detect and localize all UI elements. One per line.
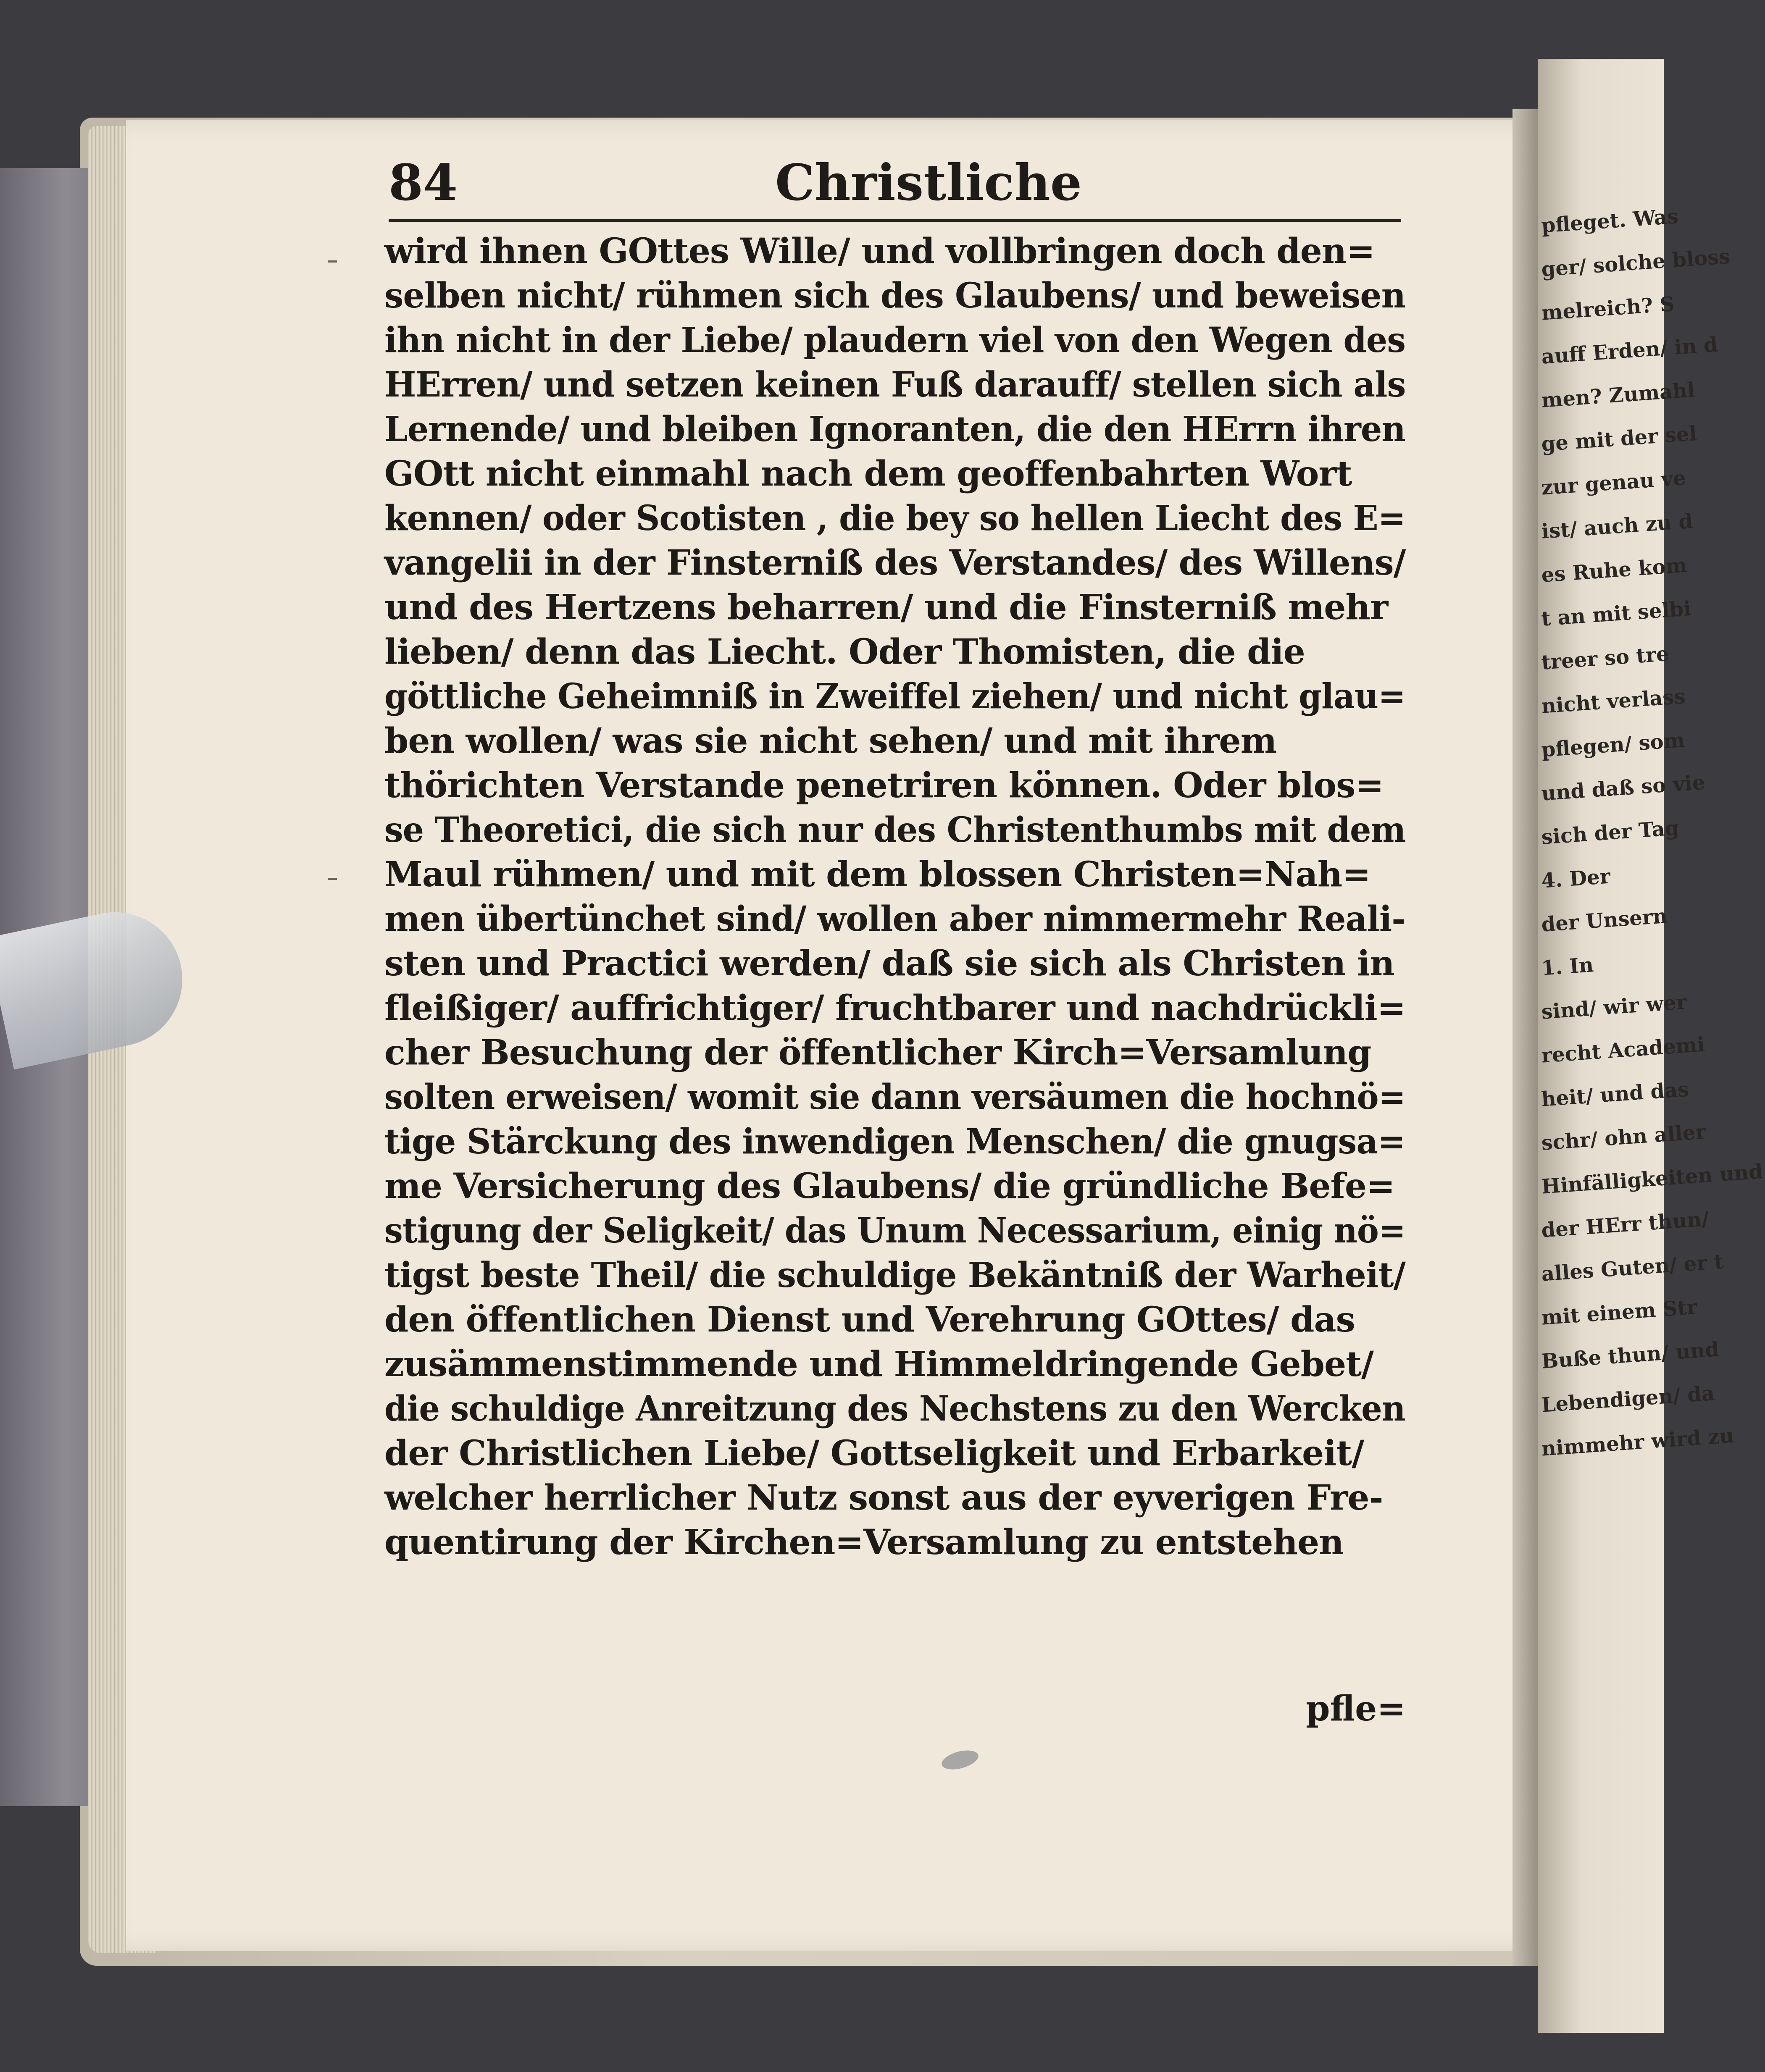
facing-page-line: recht Academi bbox=[1540, 1032, 1706, 1068]
page-number: 84 bbox=[389, 153, 458, 212]
text-line: sten und Practici werden/ daß sie sich als Christen in bbox=[384, 943, 1394, 984]
text-line: selben nicht/ rühmen sich des Glaubens/ und beweisen bbox=[384, 276, 1406, 316]
facing-page-line: auff Erden/ in d bbox=[1540, 333, 1719, 369]
text-line: zusämmenstimmende und Himmeldringende Gebet/ bbox=[384, 1344, 1373, 1384]
text-line: wird ihnen GOttes Wille/ und vollbringen doch den= bbox=[384, 231, 1375, 271]
text-line: vangelii in der Finsterniß des Verstandes/ des Willens/ bbox=[384, 543, 1406, 583]
facing-page-line: schr/ ohn aller bbox=[1540, 1120, 1707, 1155]
text-line: me Versicherung des Glaubens/ die gründliche Befe= bbox=[384, 1166, 1395, 1206]
facing-page-line: es Ruhe kom bbox=[1540, 553, 1688, 587]
text-line: lieben/ denn das Liecht. Oder Thomisten, die die bbox=[384, 632, 1305, 672]
text-line: kennen/ oder Scotisten , die bey so hellen Liecht des E= bbox=[384, 498, 1405, 538]
facing-page-line: melreich? S bbox=[1540, 292, 1676, 325]
facing-page-line: der HErr thun/ bbox=[1540, 1207, 1710, 1242]
facing-page-line: sind/ wir wer bbox=[1540, 990, 1688, 1024]
margin-mark bbox=[328, 878, 337, 880]
text-line: und des Hertzens beharren/ und die Finsterniß mehr bbox=[384, 587, 1388, 628]
text-line: cher Besuchung der öffentlicher Kirch=Versamlung bbox=[384, 1032, 1371, 1073]
facing-page-line: ger/ solche bloss bbox=[1540, 244, 1731, 281]
text-line: fleißiger/ auffrichtiger/ fruchtbarer und nachdrückli= bbox=[384, 988, 1406, 1028]
facing-page-line: ge mit der sel bbox=[1540, 422, 1698, 456]
text-line: tige Stärckung des inwendigen Menschen/ die gnugsa= bbox=[384, 1121, 1405, 1162]
text-line: HErren/ und setzen keinen Fuß darauff/ stellen sich als bbox=[384, 365, 1406, 405]
facing-page bbox=[1538, 59, 1764, 2033]
facing-page-line: mit einem Str bbox=[1540, 1295, 1698, 1330]
text-line: ben wollen/ was sie nicht sehen/ und mit ihrem bbox=[384, 721, 1277, 761]
text-line: stigung der Seligkeit/ das Unum Necessarium, einig nö= bbox=[384, 1211, 1406, 1251]
text-line: men übertünchet sind/ wollen aber nimmermehr Reali- bbox=[384, 899, 1405, 939]
text-line: ihn nicht in der Liebe/ plaudern viel von den Wegen des bbox=[384, 320, 1406, 360]
header-rule bbox=[389, 219, 1401, 222]
facing-page-line: Buße thun/ und bbox=[1540, 1337, 1720, 1373]
facing-page-line: heit/ und das bbox=[1540, 1077, 1690, 1111]
text-line: quentirung der Kirchen=Versamlung zu entstehen bbox=[384, 1522, 1344, 1563]
facing-page-line: alles Guten/ er t bbox=[1540, 1250, 1724, 1286]
facing-page-line: nicht verlass bbox=[1540, 684, 1686, 718]
facing-page-line: sich der Tag bbox=[1540, 816, 1680, 849]
facing-page-line: t an mit selbi bbox=[1540, 596, 1692, 631]
text-line: welcher herrlicher Nutz sonst aus der eyverigen Fre- bbox=[384, 1478, 1383, 1518]
facing-page-line: ist/ auch zu d bbox=[1540, 509, 1694, 544]
text-line: göttliche Geheimniß in Zweiffel ziehen/ und nicht glau= bbox=[384, 676, 1405, 717]
facing-page-line: treer so tre bbox=[1540, 642, 1670, 675]
text-line: den öffentlichen Dienst und Verehrung GOttes/ das bbox=[384, 1300, 1355, 1340]
page-header bbox=[389, 149, 1403, 221]
facing-page-line: und daß so vie bbox=[1540, 770, 1706, 806]
text-line: Maul rühmen/ und mit dem blossen Christen=Nah= bbox=[384, 854, 1371, 895]
text-line: se Theoretici, die sich nur des Christenthumbs mit dem bbox=[384, 810, 1406, 850]
facing-page-line: 4. Der bbox=[1540, 864, 1611, 893]
facing-page-line: 1. In bbox=[1540, 953, 1594, 980]
text-line: solten erweisen/ womit sie dann versäumen die hochnö= bbox=[384, 1077, 1405, 1117]
catchword: pfle= bbox=[1306, 1689, 1406, 1729]
text-line: der Christlichen Liebe/ Gottseligkeit und Erbarkeit/ bbox=[384, 1433, 1364, 1473]
facing-page-line: nimmehr wird zu bbox=[1540, 1423, 1735, 1461]
text-line: die schuldige Anreitzung des Nechstens zu den Wercken bbox=[384, 1389, 1405, 1429]
margin-mark bbox=[328, 260, 337, 263]
facing-page-line: zur genau ve bbox=[1540, 466, 1687, 500]
facing-page-line: Hinfälligkeiten und bbox=[1540, 1160, 1764, 1199]
running-head: Christliche bbox=[775, 153, 1082, 212]
facing-page-line: pflegen/ som bbox=[1540, 728, 1686, 762]
facing-page-line: pfleget. Was bbox=[1540, 205, 1679, 238]
text-line: Lernende/ und bleiben Ignoranten, die den HErrn ihren bbox=[384, 409, 1405, 449]
text-line: GOtt nicht einmahl nach dem geoffenbahrten Wort bbox=[384, 454, 1352, 494]
facing-page-line: Lebendigen/ da bbox=[1540, 1381, 1715, 1417]
body-text bbox=[384, 229, 1405, 1565]
facing-page-line: der Unsern bbox=[1540, 904, 1668, 937]
facing-page-line: men? Zumahl bbox=[1540, 378, 1696, 412]
text-line: tigst beste Theil/ die schuldige Bekäntniß der Warheit/ bbox=[384, 1255, 1405, 1295]
text-line: thörichten Verstande penetriren können. Oder blos= bbox=[384, 765, 1384, 806]
